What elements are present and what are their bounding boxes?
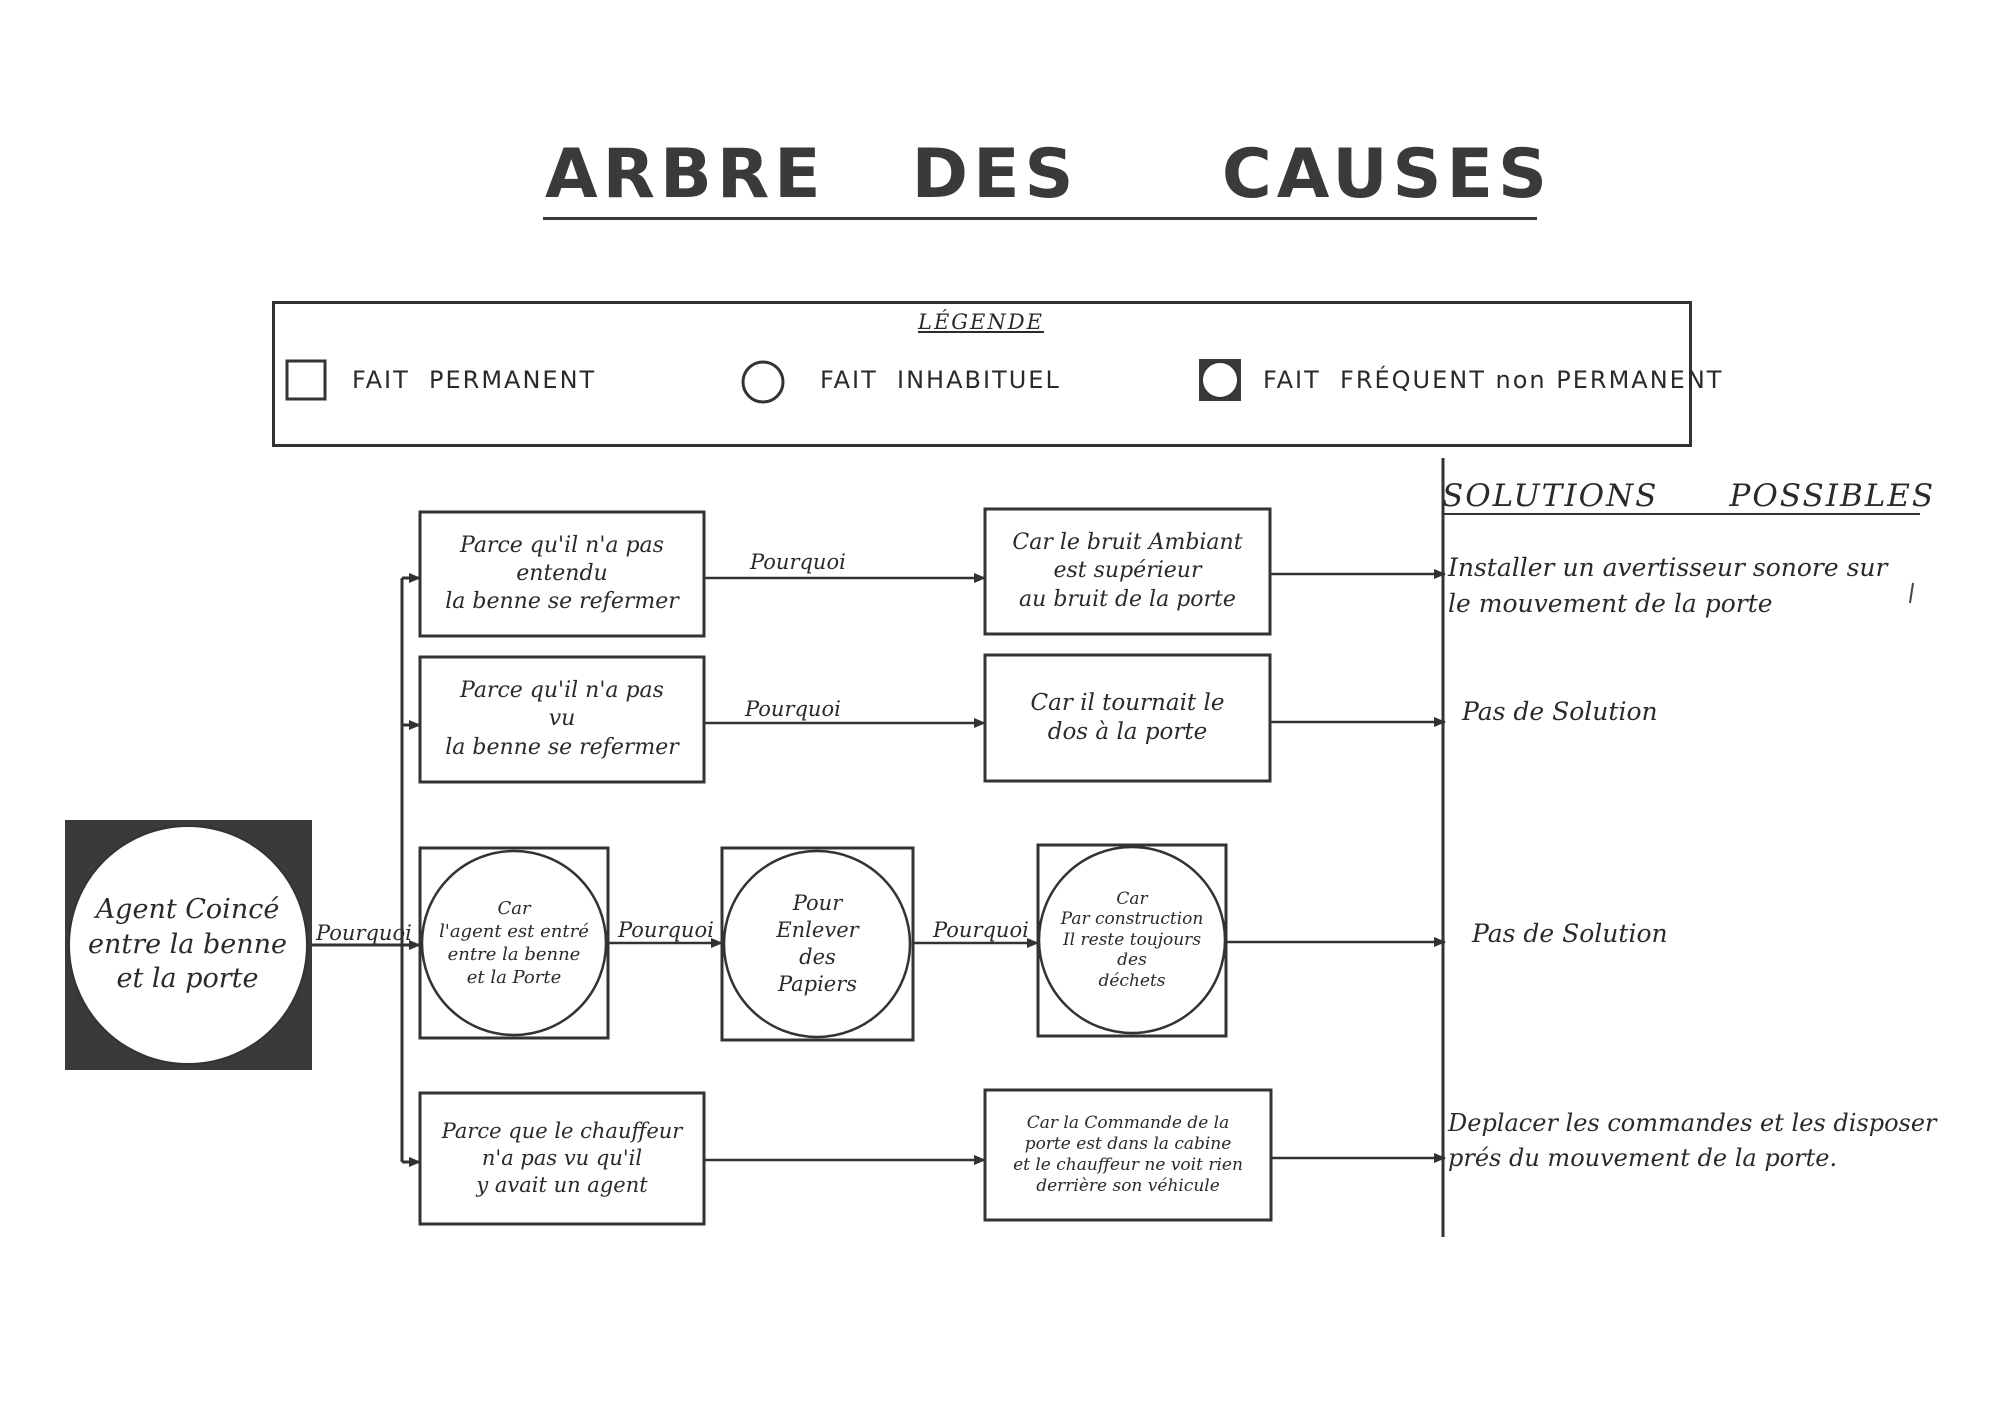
solutions-header: SOLUTIONS POSSIBLES	[1442, 478, 1936, 514]
b3-solution-text: Pas de Solution	[1472, 919, 1668, 948]
b4-solution-text: Deplacer les commandes et les disposer prés du mouvement de la porte.	[1448, 1109, 1937, 1172]
b3-reason-text: Car Par construction Il reste toujours des déchets	[1060, 889, 1204, 991]
legend-label-frequent: FAIT FRÉQUENT non PERMANENT	[1263, 366, 1724, 394]
b1-cause-text: Parce qu'il n'a pas entendu la benne se refermer	[445, 532, 679, 615]
b2-solution-text: Pas de Solution	[1462, 697, 1658, 726]
page-title: ARBRE DES CAUSES	[545, 135, 1552, 214]
legend-title: LÉGENDE	[918, 310, 1044, 334]
b4-reason-text: Car la Commande de la porte est dans la cabine et le chauffeur ne voit rien derrière son véhicule	[1013, 1112, 1243, 1197]
b4-cause-text: Parce que le chauffeur n'a pas vu qu'il y avait un agent	[441, 1119, 683, 1197]
edge-label-root: Pourquoi	[316, 921, 412, 945]
b3-cause-text: Car l'agent est entré entre la benne et la Porte	[439, 897, 589, 989]
root-node-text: Agent Coincé entre la benne et la porte	[87, 894, 288, 995]
b2-cause-text: Parce qu'il n'a pas vu la benne se refermer	[445, 678, 679, 760]
b3-mid-text: Pour Enlever des Papiers	[776, 891, 859, 996]
root-connectors	[312, 578, 420, 1162]
b1-reason-text: Car le bruit Ambiant est supérieur au bruit de la porte	[1012, 530, 1243, 612]
stray-mark	[1910, 583, 1913, 603]
legend-label-inhabituel: FAIT INHABITUEL	[820, 366, 1061, 394]
edge-label-b1: Pourquoi	[750, 550, 846, 574]
b2-reason-text: Car il tournait le dos à la porte	[1030, 689, 1225, 745]
b1-solution-text: Installer un avertisseur sonore sur le mouvement de la porte	[1448, 553, 1888, 619]
edge-label-b2: Pourquoi	[745, 697, 841, 721]
legend-label-permanent: FAIT PERMANENT	[352, 366, 597, 394]
title-underline	[543, 217, 1537, 220]
edge-label-b3-1: Pourquoi	[618, 918, 714, 942]
edge-label-b3-2: Pourquoi	[933, 918, 1029, 942]
